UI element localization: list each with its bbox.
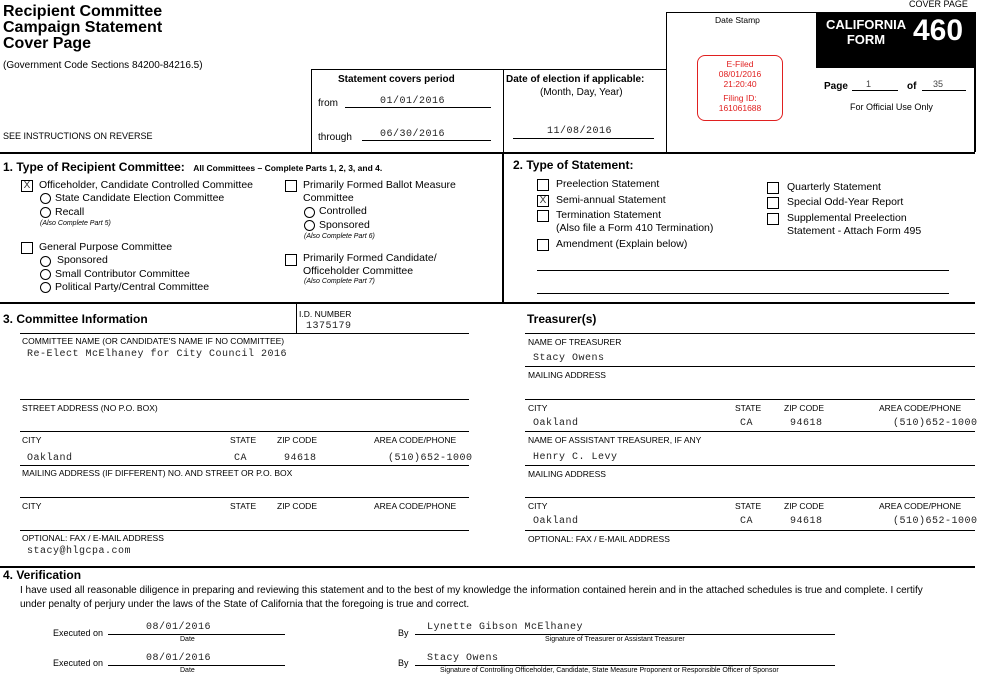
small-contributor-radio[interactable]	[40, 269, 51, 280]
form-title	[3, 4, 162, 52]
assistant-zip-label: ZIP CODE	[784, 501, 824, 511]
of-label: of	[907, 81, 917, 92]
by-label-1: By	[398, 628, 409, 638]
amendment-label: Amendment (Explain below)	[556, 238, 688, 250]
phone2-label: AREA CODE/PHONE	[374, 501, 457, 511]
section4-title: 4. Verification	[3, 568, 82, 582]
quarterly-checkbox[interactable]	[767, 182, 779, 194]
executed-date-2[interactable]: 08/01/2016	[146, 653, 212, 664]
political-party-label: Political Party/Central Committee	[55, 281, 210, 293]
amendment-checkbox[interactable]	[537, 239, 549, 251]
treasurer-state-value[interactable]: CA	[740, 418, 754, 429]
title-line-2: Campaign Statement	[3, 19, 163, 36]
mailing-label: MAILING ADDRESS (IF DIFFERENT) NO. AND STREET OR P.O. BOX	[22, 468, 293, 478]
assistant-label: NAME OF ASSISTANT TREASURER, IF ANY	[528, 435, 702, 445]
controlled-label: Controlled	[319, 205, 367, 217]
treasurer-zip-label: ZIP CODE	[784, 403, 824, 413]
small-contributor-label: Small Contributor Committee	[55, 268, 190, 280]
ballot-measure-label: Primarily Formed Ballot Measure Committee	[303, 179, 456, 204]
through-label: through	[318, 132, 352, 143]
id-number-value[interactable]: 1375179	[306, 321, 352, 332]
state2-label: STATE	[230, 501, 257, 511]
section1-title: 1. Type of Recipient Committee: All Committees – Complete Parts 1, 2, 3, and 4.	[3, 160, 383, 174]
also-part7-note: (Also Complete Part 7)	[304, 278, 375, 285]
efile-stamp	[697, 55, 783, 121]
filing-id-value: 161061688	[718, 103, 762, 113]
zip-value[interactable]: 94618	[284, 453, 317, 464]
controlled-radio[interactable]	[304, 207, 315, 218]
primarily-candidate-label: Primarily Formed Candidate/ Officeholder Committee	[303, 252, 437, 277]
election-format: (Month, Day, Year)	[540, 87, 623, 98]
sponsored-label: Sponsored	[57, 254, 108, 266]
see-instructions: SEE INSTRUCTIONS ON REVERSE	[3, 131, 153, 141]
efile-time: 21:20:40	[723, 79, 757, 89]
page-label: Page	[824, 81, 848, 92]
quarterly-label: Quarterly Statement	[787, 181, 881, 193]
preelection-checkbox[interactable]	[537, 179, 549, 191]
efile-label: E-Filed	[726, 59, 754, 69]
assistant-city-label: CITY	[528, 501, 548, 511]
optional-label: OPTIONAL: FAX / E-MAIL ADDRESS	[22, 533, 164, 543]
cover-page-label: COVER PAGE	[909, 0, 968, 9]
assistant-city-value[interactable]: Oakland	[533, 516, 579, 527]
special-odd-checkbox[interactable]	[767, 197, 779, 209]
also-part5-note: (Also Complete Part 5)	[40, 220, 111, 227]
officeholder-label: Officeholder, Candidate Controlled Committee	[39, 179, 254, 191]
committee-name-label: COMMITTEE NAME (OR CANDIDATE'S NAME IF NO COMMITTEE)	[22, 336, 285, 346]
treasurer-title: Treasurer(s)	[527, 312, 597, 326]
email-value[interactable]: stacy@hlgcpa.com	[27, 546, 132, 557]
general-purpose-checkbox[interactable]	[21, 242, 33, 254]
recall-label: Recall	[55, 206, 85, 218]
treasurer-phone-label: AREA CODE/PHONE	[879, 403, 962, 413]
committee-name-value[interactable]: Re-Elect McElhaney for City Council 2016	[27, 349, 288, 360]
treasurer-mailing-label: MAILING ADDRESS	[528, 370, 606, 380]
state-label: CALIFORNIA	[826, 17, 907, 32]
from-date[interactable]: 01/01/2016	[380, 96, 446, 107]
sponsored2-radio[interactable]	[304, 220, 315, 231]
state-label: STATE	[230, 435, 257, 445]
verification-text-2: under penalty of perjury under the laws of the State of California that the foregoing is true and correct.	[20, 599, 470, 610]
section2-title: 2. Type of Statement:	[513, 158, 634, 172]
form-word: FORM	[846, 32, 886, 47]
treasurer-optional-label: OPTIONAL: FAX / E-MAIL ADDRESS	[528, 534, 670, 544]
sponsored-radio[interactable]	[40, 256, 51, 267]
executed-date-1[interactable]: 08/01/2016	[146, 622, 212, 633]
gov-code: (Government Code Sections 84200-84216.5)	[3, 60, 203, 71]
general-purpose-label: General Purpose Committee	[39, 241, 173, 253]
efile-date: 08/01/2016	[718, 69, 762, 79]
street-label: STREET ADDRESS (NO P.O. BOX)	[22, 403, 158, 413]
section3-title: 3. Committee Information	[3, 312, 148, 326]
zip-label: ZIP CODE	[277, 435, 317, 445]
termination-label: Termination Statement (Also file a Form 410 Termination)	[556, 209, 714, 234]
treasurer-name-label: NAME OF TREASURER	[528, 337, 622, 347]
state-candidate-radio[interactable]	[40, 193, 51, 204]
form-badge-text	[826, 17, 906, 47]
period-title: Statement covers period	[338, 74, 455, 85]
sponsored2-label: Sponsored	[319, 219, 370, 231]
date-stamp-label: Date Stamp	[715, 15, 760, 25]
treasurer-zip-value[interactable]: 94618	[790, 418, 823, 429]
executed-label-1: Executed on	[53, 628, 104, 638]
treasurer-state-label: STATE	[735, 403, 762, 413]
semiannual-label: Semi-annual Statement	[556, 194, 666, 206]
assistant-phone-label: AREA CODE/PHONE	[879, 501, 962, 511]
treasurer-city-label: CITY	[528, 403, 548, 413]
amendment-line-2[interactable]	[537, 293, 949, 294]
supplemental-checkbox[interactable]	[767, 213, 779, 225]
officeholder-checkbox[interactable]: X	[21, 180, 33, 192]
signature-2[interactable]: Stacy Owens	[427, 653, 499, 664]
assistant-value[interactable]: Henry C. Levy	[533, 452, 618, 463]
special-odd-label: Special Odd-Year Report	[787, 196, 904, 208]
from-label: from	[318, 98, 338, 109]
date-caption-2: Date	[180, 667, 195, 674]
executed-label-2: Executed on	[53, 658, 104, 668]
city2-label: CITY	[22, 501, 42, 511]
zip2-label: ZIP CODE	[277, 501, 317, 511]
page-total[interactable]: 35	[933, 79, 944, 89]
assistant-state-label: STATE	[735, 501, 762, 511]
election-date[interactable]: 11/08/2016	[547, 126, 613, 137]
political-party-radio[interactable]	[40, 282, 51, 293]
recall-radio[interactable]	[40, 207, 51, 218]
treasurer-city-value[interactable]: Oakland	[533, 418, 579, 429]
official-use: For Official Use Only	[850, 102, 933, 112]
date-caption-1: Date	[180, 636, 195, 643]
phone-label: AREA CODE/PHONE	[374, 435, 457, 445]
title-line-3: Cover Page	[3, 35, 92, 52]
termination-checkbox[interactable]	[537, 210, 549, 222]
preelection-label: Preelection Statement	[556, 178, 660, 190]
assistant-state-value[interactable]: CA	[740, 516, 754, 527]
phone-value[interactable]: (510)652-1000	[388, 453, 473, 464]
filing-id-label: Filing ID:	[723, 93, 757, 103]
id-number-label: I.D. NUMBER	[299, 309, 352, 319]
signature-caption-2: Signature of Controlling Officeholder, Candidate, State Measure Proponent or Responsible Officer of Sponsor	[440, 667, 779, 674]
assistant-zip-value[interactable]: 94618	[790, 516, 823, 527]
assistant-phone-value[interactable]: (510)652-1000	[893, 516, 978, 527]
through-date[interactable]: 06/30/2016	[380, 129, 446, 140]
election-title: Date of election if applicable:	[506, 74, 645, 85]
ballot-measure-checkbox[interactable]	[285, 180, 297, 192]
semiannual-checkbox[interactable]: X	[537, 195, 549, 207]
primarily-candidate-checkbox[interactable]	[285, 254, 297, 266]
assistant-mailing-label: MAILING ADDRESS	[528, 469, 606, 479]
verification-text-1: I have used all reasonable diligence in preparing and reviewing this statement and to the best of my knowledge the information contained herein and in the attached schedules is true and complete. I certify	[20, 585, 923, 596]
state-candidate-label: State Candidate Election Committee	[55, 192, 225, 204]
treasurer-phone-value[interactable]: (510)652-1000	[893, 418, 978, 429]
city-value[interactable]: Oakland	[27, 453, 73, 464]
title-line-1: Recipient Committee	[3, 3, 163, 20]
also-part6-note: (Also Complete Part 6)	[304, 233, 375, 240]
by-label-2: By	[398, 658, 409, 668]
signature-caption-1: Signature of Treasurer or Assistant Treasurer	[545, 636, 685, 643]
state-value[interactable]: CA	[234, 453, 248, 464]
page-number[interactable]: 1	[866, 79, 872, 89]
supplemental-label: Supplemental Preelection Statement - Attach Form 495	[787, 212, 922, 237]
form-number: 460	[913, 14, 964, 47]
amendment-line-1[interactable]	[537, 270, 949, 271]
signature-1[interactable]: Lynette Gibson McElhaney	[427, 622, 584, 633]
city-label: CITY	[22, 435, 42, 445]
treasurer-name-value[interactable]: Stacy Owens	[533, 353, 605, 364]
